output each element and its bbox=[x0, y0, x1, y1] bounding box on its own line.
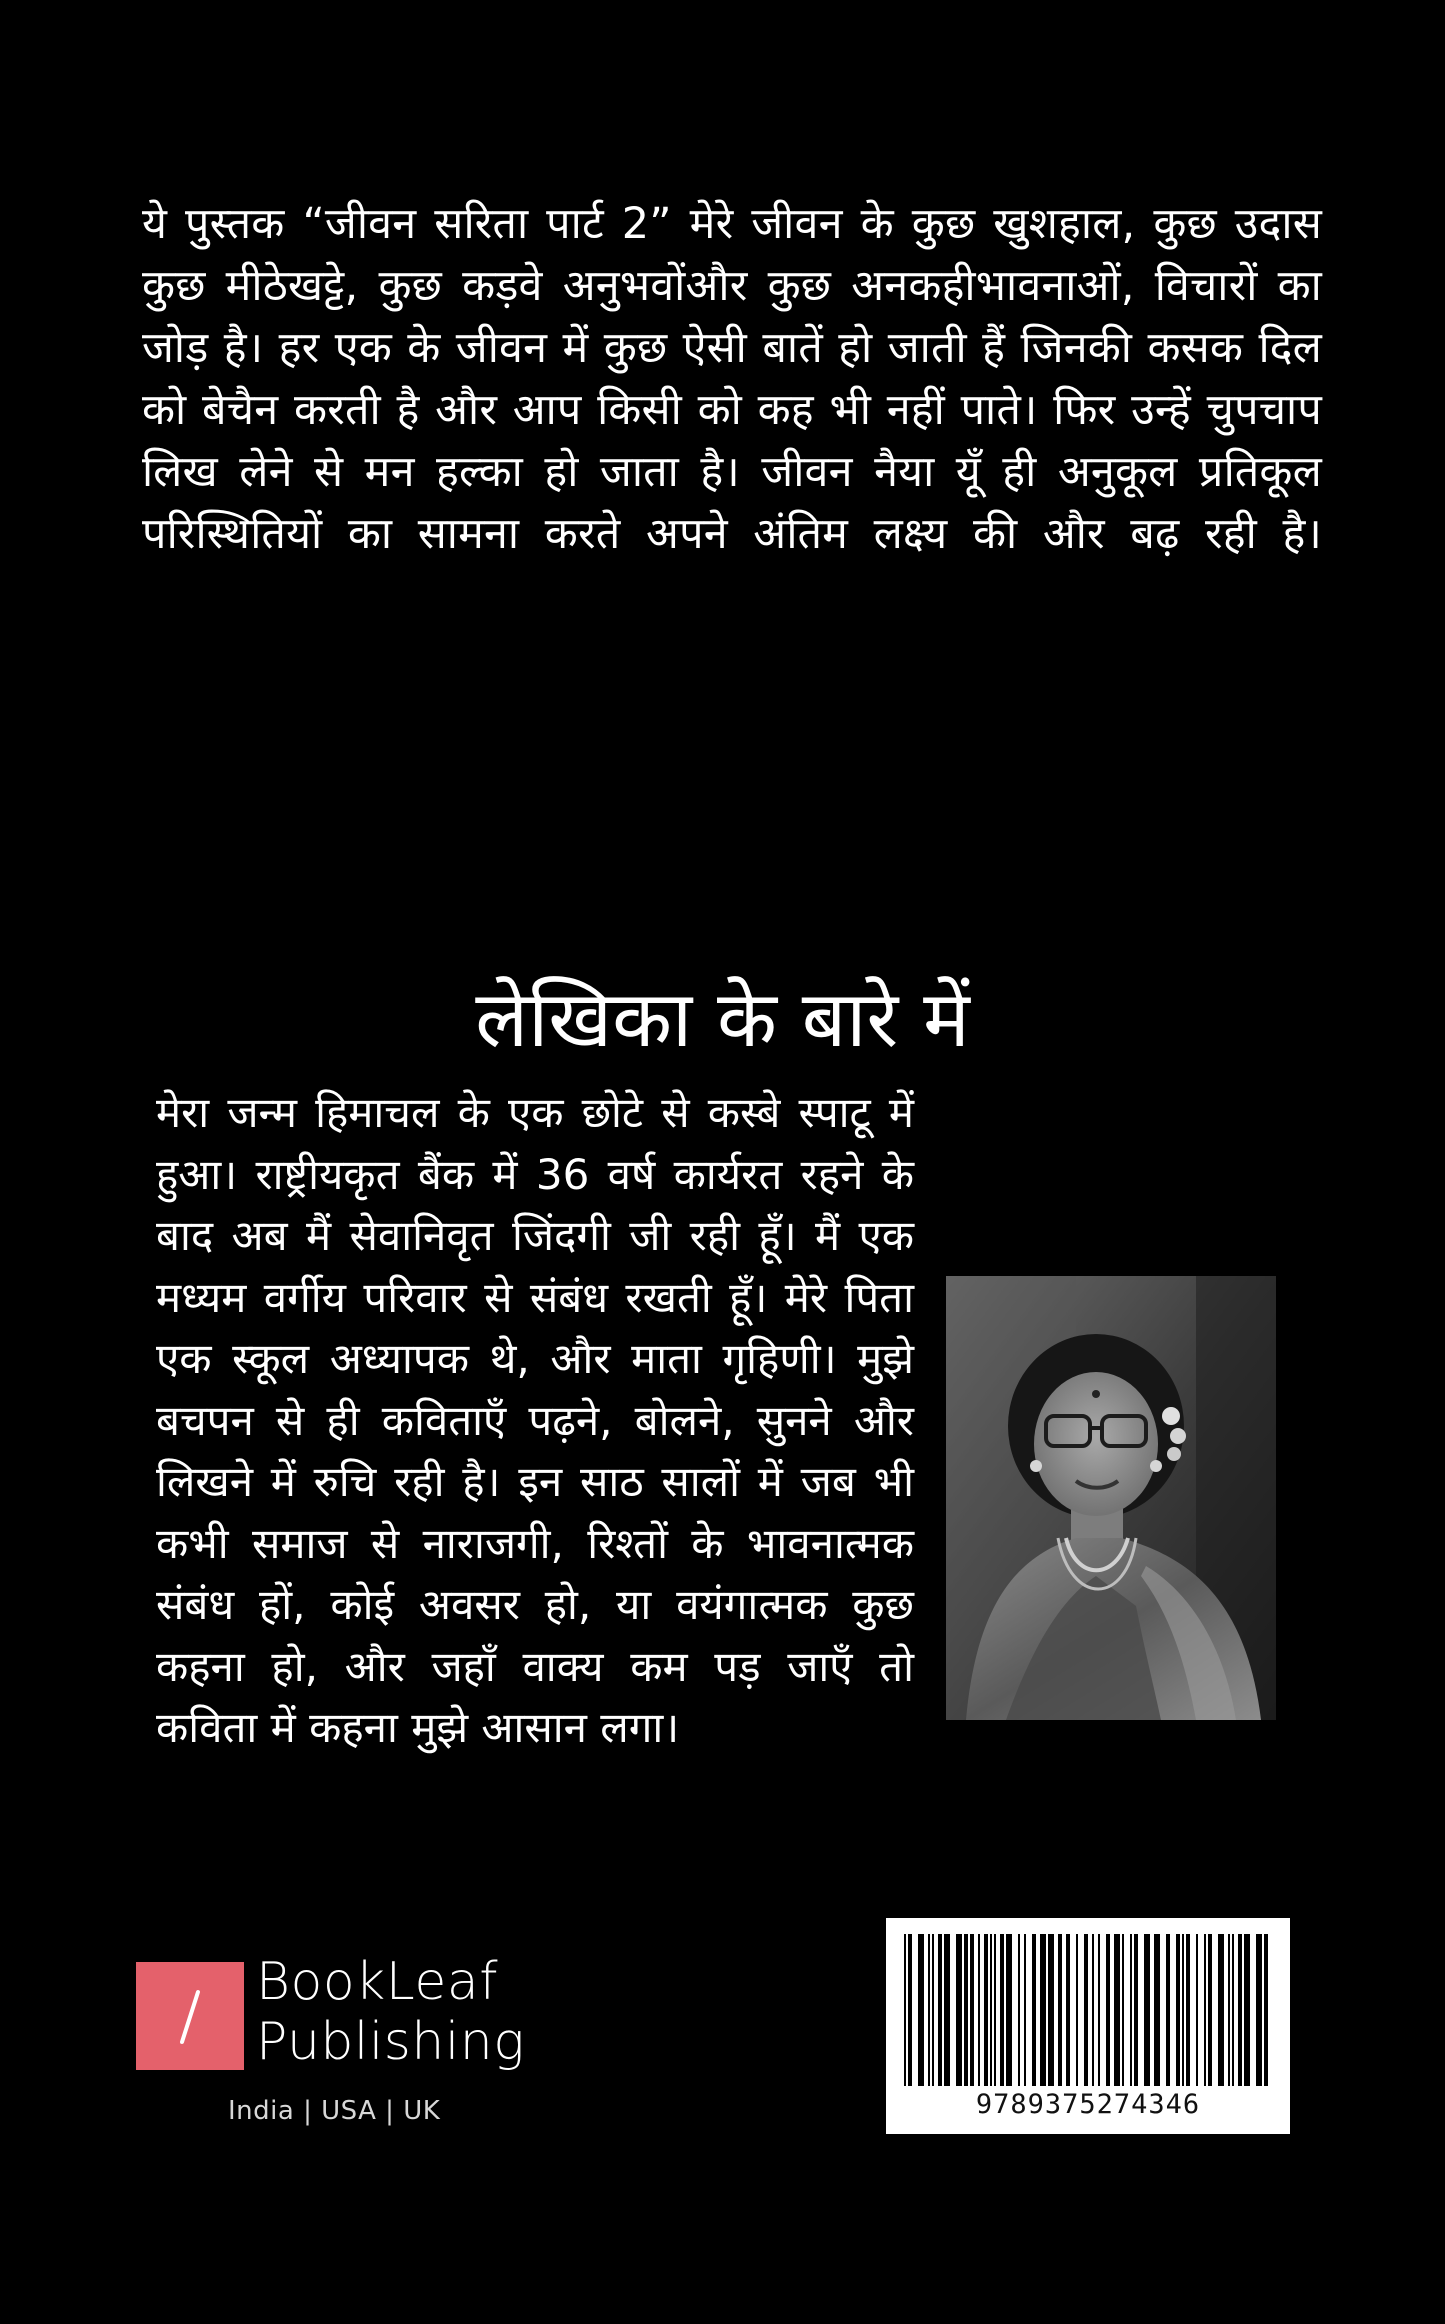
isbn-number: 9789375274346 bbox=[975, 2089, 1201, 2120]
publisher-name-line1: BookLeaf bbox=[256, 1952, 499, 2012]
publisher-name bbox=[256, 1952, 525, 2072]
publisher-name-line2: Publishing bbox=[256, 2012, 525, 2072]
bookleaf-logo-icon bbox=[136, 1962, 244, 2070]
publisher-regions: India | USA | UK bbox=[228, 2096, 441, 2126]
isbn-barcode bbox=[886, 1918, 1290, 2134]
author-bio: मेरा जन्म हिमाचल के एक छोटे से कस्बे स्पाटू में हुआ। राष्ट्रीयकृत बैंक में 36 वर्ष कार्यरत रहने के बाद अब मैं सेवानिवृत जिंदगी जी रही हूँ। मैं एक मध्यम वर्गीय परिवार से संबंध रखती हूँ। मेरे पिता एक स्कूल अध्यापक थे, और माता गृहिणी। मुझे बचपन से ही कविताएँ पढ़ने, बोलने, सुनने और लिखने में रुचि रही है। इन साठ सालों में जब भी कभी समाज से नाराजगी, रिश्तों के भावनात्मक संबंध हों, कोई अवसर हो, या वयंगात्मक कुछ कहना हो, और जहाँ वाक्य कम पड़ जाएँ तो कविता में कहना मुझे आसान लगा। bbox=[156, 1088, 914, 1752]
book-blurb: ये पुस्तक “जीवन सरिता पार्ट 2” मेरे जीवन के कुछ खुशहाल, कुछ उदास कुछ मीठेखट्टे, कुछ कड़वे अनुभवोंऔर कुछ अनकहीभावनाओं, विचारों का जोड़ है। हर एक के जीवन में कुछ ऐसी बातें हो जाती हैं जिनकी कसक दिल को बेचैन करती है और आप किसी को कह भी नहीं पाते। फिर उन्हें चुपचाप लिख लेने से मन हल्का हो जाता है। जीवन नैया यूँ ही अनुकूल प्रतिकूल परिस्थितियों का सामना करते अपने अंतिम लक्ष्य की और बढ़ रही है। bbox=[142, 199, 1322, 559]
author-photo bbox=[946, 1276, 1276, 1720]
about-author-heading: लेखिका के बारे में bbox=[475, 974, 970, 1065]
